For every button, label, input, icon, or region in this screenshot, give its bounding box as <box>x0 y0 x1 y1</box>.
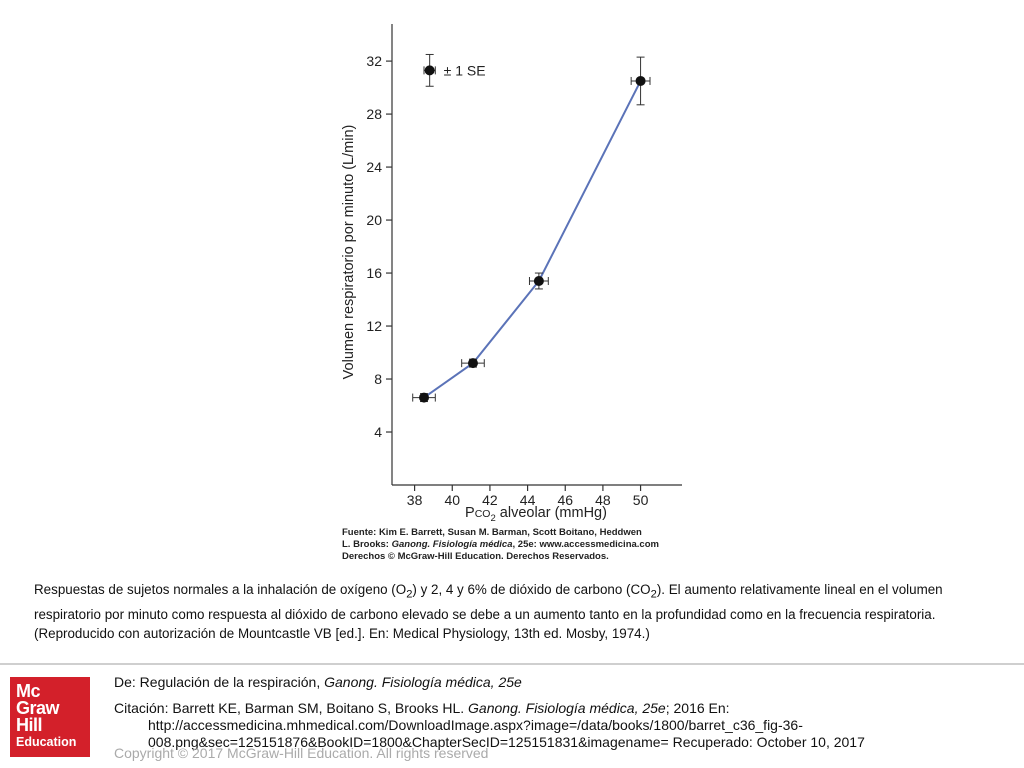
y-tick-label: 28 <box>366 106 382 123</box>
y-tick-label: 12 <box>366 318 382 335</box>
x-tick-label: 42 <box>482 492 498 508</box>
y-tick-label: 8 <box>374 371 382 388</box>
data-point <box>534 276 544 286</box>
source-line-1: Fuente: Kim E. Barrett, Susan M. Barman, Scott Boitano, Heddwen <box>342 527 642 538</box>
source-line-3: Derechos © McGraw-Hill Education. Derechos Reservados. <box>342 551 609 562</box>
y-tick-label: 20 <box>366 212 382 229</box>
chart-legend <box>424 54 486 86</box>
data-point <box>636 76 646 86</box>
y-tick-label: 16 <box>366 265 382 282</box>
citation-from: De: Regulación de la respiración, Ganong. Fisiología médica, 25e <box>114 674 522 690</box>
legend-label: ± 1 SE <box>443 62 486 79</box>
divider <box>0 663 1024 665</box>
data-point <box>468 358 478 368</box>
y-axis-label: Volumen respiratorio por minuto (L/min) <box>341 124 357 380</box>
mcgraw-hill-logo: Mc Graw Hill Education <box>10 677 90 757</box>
chart-ticks <box>366 53 648 508</box>
y-tick-label: 32 <box>366 53 382 70</box>
x-tick-label: 44 <box>519 492 536 508</box>
chart-axes <box>392 24 682 485</box>
data-point <box>419 393 429 403</box>
x-axis-label: $PCO_2$ alveolar (mmHg) <box>465 505 607 524</box>
y-tick-label: 24 <box>366 159 382 176</box>
x-tick-label: 48 <box>595 492 611 508</box>
figure-caption: Respuestas de sujetos normales a la inhalación de oxígeno $(O_2)$ y 2, 4 y 6% de dióxido de carbono $(CO_2)$. El aumento relativamente lineal en el volumen respiratorio por minuto como respuesta al dióxido de carbono elevado se debe a un aumento tanto en la profundidad como en la frecuencia respiratoria. (Reproducido con autorización de Mountcastle VB [ed.]. En: Medical Physiology, 13th ed. Mosby, 1974.) <box>34 582 943 641</box>
citation-url-line-1[interactable]: http://accessmedicina.mhmedical.com/DownloadImage.aspx?image=/data/books/1800/barret_c36_fig-36- <box>148 717 803 733</box>
x-tick-label: 46 <box>557 492 574 508</box>
x-tick-label: 38 <box>406 492 423 508</box>
copyright-notice: Copyright © 2017 McGraw-Hill Education. All rights reserved <box>114 745 489 761</box>
citation-url-line-2[interactable]: 008.png&sec=125151876&BookID=1800&ChapterSecID=125151831&imagename= Recuperado: October 10, 2017 <box>148 734 865 750</box>
citation-text: Citación: Barrett KE, Barman SM, Boitano S, Brooks HL. Ganong. Fisiología médica, 25e; 2016 En: <box>114 700 730 716</box>
citation-block <box>114 674 1014 751</box>
source-line-2: L. Brooks: Ganong. Fisiología médica, 25e: www.accessmedicina.com <box>342 539 659 550</box>
figure-source <box>342 527 702 563</box>
x-tick-label: 40 <box>444 492 461 508</box>
chart-series <box>413 57 650 402</box>
y-tick-label: 4 <box>374 424 382 441</box>
series-line <box>424 81 641 398</box>
x-tick-label: 50 <box>632 492 649 508</box>
legend-marker <box>425 65 435 75</box>
